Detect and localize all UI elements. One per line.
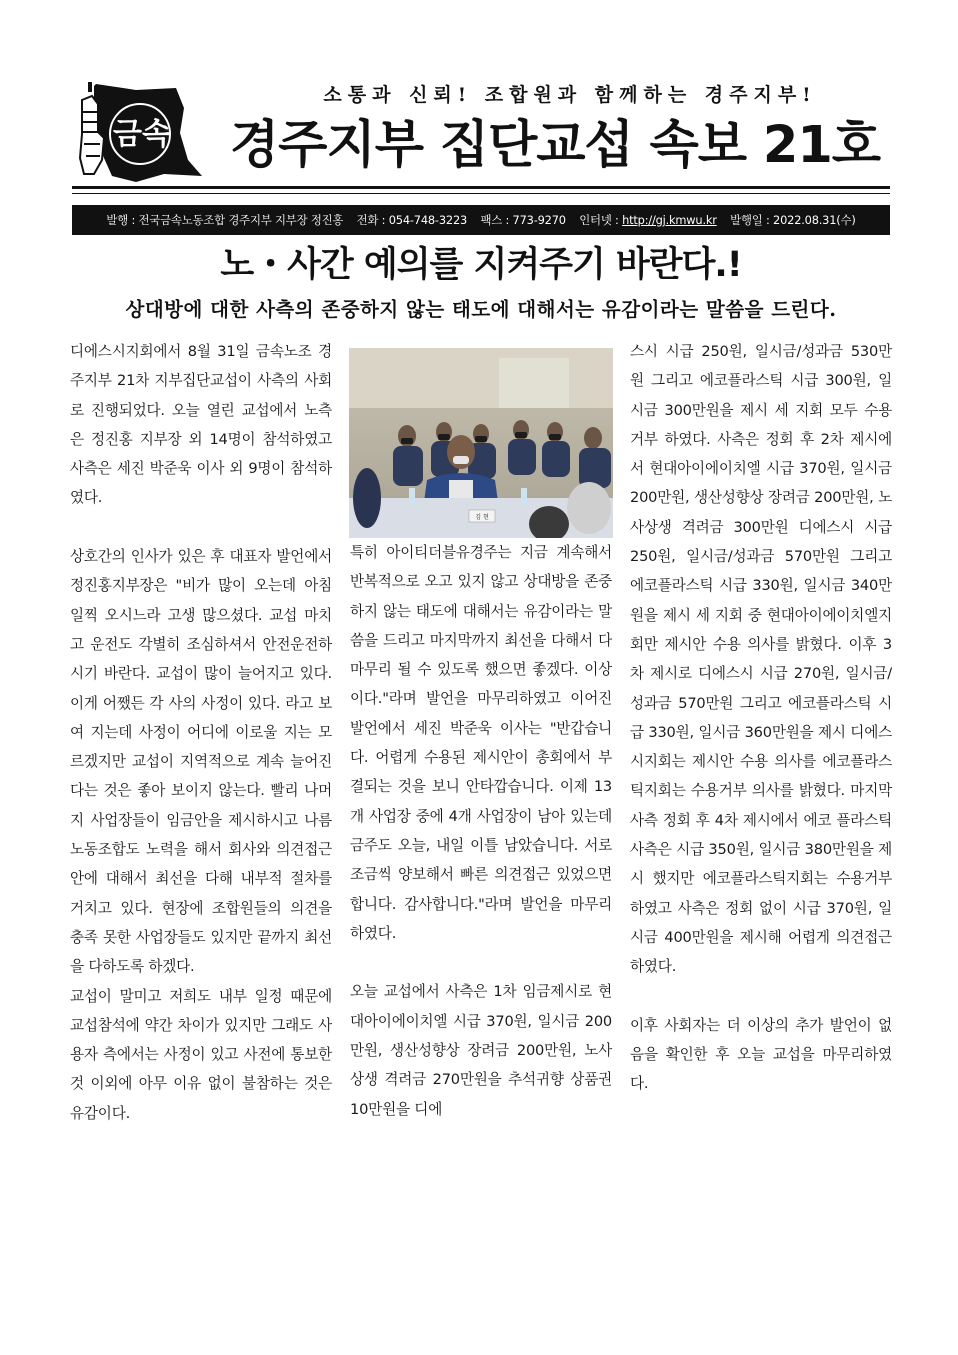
name-plate: 김 현 [475, 514, 489, 521]
article-column-3 [630, 337, 892, 1099]
page-title: 경주지부 집단교섭 속보 21호 [229, 116, 881, 175]
phone-info: 전화 : 054-748-3223 [356, 213, 468, 227]
meeting-photo [349, 348, 613, 538]
internet-info [579, 213, 717, 227]
header-slogan: 소통과 신뢰! 조합원과 함께하는 경주지부! [323, 84, 817, 106]
publisher-info: 발행 : 전국금속노동조합 경주지부 지부장 정진홍 [106, 213, 344, 227]
issue-date: 발행일 : 2022.08.31(수) [730, 213, 856, 227]
article-column-2 [350, 538, 612, 1124]
article-paragraph: 특히 아이티더블유경주는 지금 계속해서 반복적으로 오고 있지 않고 상대방을 존중하지 않는 태도에 대해서는 유감이라는 말씀을 드리고 마지막까지 최선을 다해서 다 마무리 될 수 있도록 했으면 좋겠다. 이상이다."라며 발언을 마무리하였고 이어진 발언에서 세진 박준욱 이사는 "반갑습니다. 어렵게 수용된 제시안이 총회에서 부결되는 것을 보니 안타깝습니다. 이제 13개 사업장 중에 4개 사업장이 남아 있는데 금주도 오늘, 내일 이틀 남았습니다. 서로 조금씩 양보해서 빠른 의견접근 있었으면 합니다. 감사합니다."라며 발언을 마무리하였다. [350, 544, 612, 942]
union-logo [76, 78, 206, 188]
meeting-photo-icon [349, 348, 613, 538]
headline: 노・사간 예의를 지켜주기 바란다.! [220, 245, 742, 285]
subheadline: 상대방에 대한 사측의 존중하지 않는 태도에 대해서는 유감이라는 말씀을 드린다. [125, 298, 837, 321]
article-paragraph: 교섭이 말미고 저희도 내부 일정 때문에 교섭참석에 약간 차이가 있지만 그래도 사용자 측에서는 사정이 있고 사전에 통보한 것 이외에 아무 이유 없이 불참하는 것은 유감이다. [70, 987, 332, 1122]
divider [72, 193, 890, 194]
fist-flag-icon [76, 78, 206, 188]
article-paragraph: 디에스시지회에서 8월 31일 금속노조 경주지부 21차 지부집단교섭이 사측의 사회로 진행되었다. 오늘 열린 교섭에서 노측은 정진홍 지부장 외 14명이 참석하였고 사측은 세진 박준욱 이사 외 9명이 참석하였다. [70, 343, 332, 507]
article-paragraph: 오늘 교섭에서 사측은 1차 임금제시로 현대아이에이치엘 시급 370원, 일시금 200만원, 생산성향상 장려금 200만원, 노사상생 격려금 270만원을 추석귀향 상품권 10만원을 디에 [350, 983, 612, 1118]
article-column-1 [70, 337, 332, 1128]
article-paragraph: 이후 사회자는 더 이상의 추가 발언이 없음을 확인한 후 오늘 교섭을 마무리하였다. [630, 1016, 892, 1093]
logo-text: 금속 [113, 117, 171, 152]
internet-link[interactable]: http://gj.kmwu.kr [622, 213, 717, 227]
divider [72, 186, 890, 189]
publication-info-bar [72, 205, 890, 235]
article-paragraph: 상호간의 인사가 있은 후 대표자 발언에서 정진홍지부장은 "비가 많이 오는데 아침 일찍 오시느라 고생 많으셨다. 교섭 마치고 운전도 각별히 조심하셔서 안전운전하시기 바란다. 교섭이 많이 늘어지고 있다. 이게 어쨌든 각 사의 사정이 있다. 라고 보여 지는데 사정이 어디에 이로울 지는 모르겠지만 교섭이 지역적으로 계속 늘어진다는 것은 좋아 보이지 않는다. 빨리 나머지 사업장들이 임금안을 제시하시고 나름 노동조합도 노력을 해서 회사와 의견접근 안에 대해서 최선을 다해 내부적 절차를 거치고 있다. 현장에 조합원들의 의견을 충족 못한 사업장들도 있지만 끝까지 최선을 다하도록 하겠다. [70, 548, 332, 976]
article-paragraph: 스시 시급 250원, 일시금/성과금 530만원 그리고 에코플라스틱 시급 300원, 일시금 300만원을 제시 세 지회 모두 수용거부 하였다. 사측은 정회 후 2차 제시에서 현대아이에이치엘 시급 370원, 일시금 200만원, 생산성향상 장려금 200만원, 노사상생 격려금 300만원 디에스시 시급 250원, 일시금/성과금 570만원 그리고 에코플라스틱 시급 330원, 일시금 340만원을 제시 세 지회 중 현대아이에이치엘지회만 제시안 수용 의사를 밝혔다. 이후 3차 제시로 디에스시 시급 270원, 일시금/성과금 570만원 그리고 에코플라스틱 시급 330원, 일시금 360만원을 제시 디에스시지회는 제시안 수용 의사를 에코플라스틱지회는 수용거부 의사를 밝혔다. 마지막 사측 정회 후 4차 제시에서 에코 플라스틱 사측은 시급 350원, 일시금 380만원을 제시 했지만 에코플라스틱지회는 수용거부 하였고 사측은 정회 없이 시급 370원, 일시금 400만원을 제시해 어렵게 의견접근 하였다. [630, 343, 892, 976]
fax-info: 팩스 : 773-9270 [480, 213, 566, 227]
internet-label: 인터넷 : [579, 213, 619, 227]
